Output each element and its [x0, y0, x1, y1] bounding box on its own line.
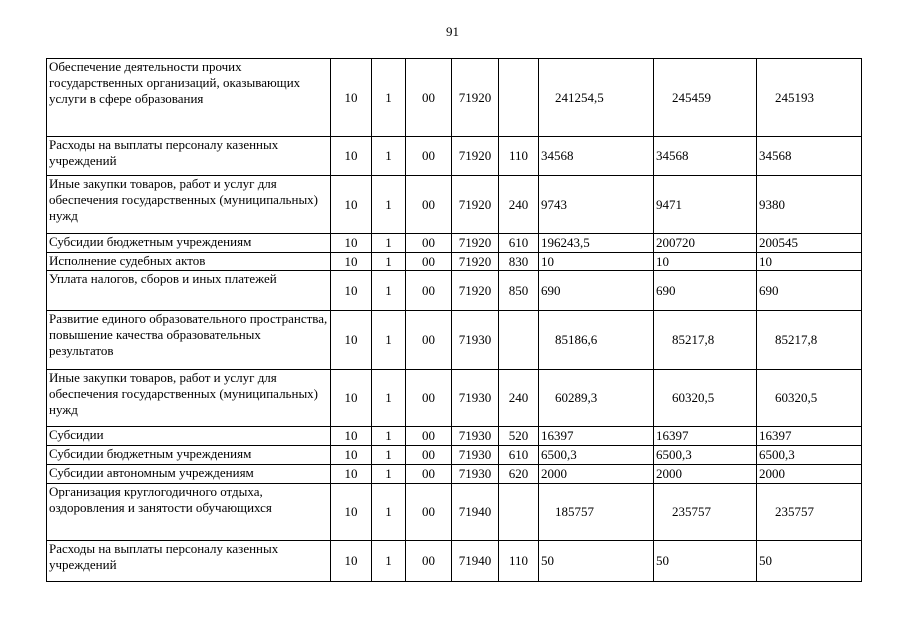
row-name: Иные закупки товаров, работ и услуг для обеспечения государственных (муниципальных) нужд: [47, 176, 331, 234]
cell-subsection: 1: [372, 370, 406, 427]
page-number: 91: [446, 24, 459, 39]
cell-expense-type: [499, 311, 539, 370]
cell-section: 10: [331, 271, 372, 311]
cell-expense-type: 240: [499, 370, 539, 427]
cell-amount-2: 16397: [654, 427, 757, 446]
table-row: [47, 311, 862, 370]
cell-expense-type: 610: [499, 446, 539, 465]
cell-amount-3: 245193: [757, 59, 862, 137]
cell-target: 71920: [452, 234, 499, 253]
cell-section: 10: [331, 484, 372, 541]
cell-target: 71920: [452, 271, 499, 311]
cell-subsection: 1: [372, 137, 406, 176]
cell-program: 00: [406, 176, 452, 234]
cell-subsection: 1: [372, 484, 406, 541]
cell-section: 10: [331, 465, 372, 484]
cell-expense-type: 110: [499, 137, 539, 176]
cell-section: 10: [331, 137, 372, 176]
cell-amount-3: 10: [757, 253, 862, 271]
cell-target: 71920: [452, 253, 499, 271]
cell-subsection: 1: [372, 446, 406, 465]
cell-amount-3: 60320,5: [757, 370, 862, 427]
cell-amount-3: 235757: [757, 484, 862, 541]
cell-amount-3: 85217,8: [757, 311, 862, 370]
cell-amount-1: 50: [539, 541, 654, 582]
row-name: Расходы на выплаты персоналу казенных учреждений: [47, 541, 331, 582]
cell-amount-3: 200545: [757, 234, 862, 253]
cell-subsection: 1: [372, 465, 406, 484]
row-name: Субсидии бюджетным учреждениям: [47, 446, 331, 465]
cell-target: 71930: [452, 427, 499, 446]
cell-expense-type: 240: [499, 176, 539, 234]
cell-amount-2: 9471: [654, 176, 757, 234]
cell-section: 10: [331, 370, 372, 427]
cell-subsection: 1: [372, 311, 406, 370]
cell-amount-2: 60320,5: [654, 370, 757, 427]
cell-subsection: 1: [372, 541, 406, 582]
cell-expense-type: 830: [499, 253, 539, 271]
cell-subsection: 1: [372, 271, 406, 311]
row-name: Организация круглогодичного отдыха, оздоровления и занятости обучающихся: [47, 484, 331, 541]
table-row: [47, 484, 862, 541]
cell-amount-2: 245459: [654, 59, 757, 137]
cell-target: 71920: [452, 59, 499, 137]
cell-amount-1: 185757: [539, 484, 654, 541]
cell-target: 71940: [452, 484, 499, 541]
cell-expense-type: [499, 484, 539, 541]
cell-program: 00: [406, 446, 452, 465]
row-name: Субсидии бюджетным учреждениям: [47, 234, 331, 253]
cell-amount-2: 200720: [654, 234, 757, 253]
cell-expense-type: 520: [499, 427, 539, 446]
cell-amount-3: 34568: [757, 137, 862, 176]
cell-target: 71940: [452, 541, 499, 582]
cell-amount-1: 6500,3: [539, 446, 654, 465]
table-row: [47, 541, 862, 582]
cell-section: 10: [331, 446, 372, 465]
cell-amount-1: 16397: [539, 427, 654, 446]
cell-program: 00: [406, 137, 452, 176]
cell-target: 71920: [452, 176, 499, 234]
cell-expense-type: 110: [499, 541, 539, 582]
cell-program: 00: [406, 234, 452, 253]
row-name: Уплата налогов, сборов и иных платежей: [47, 271, 331, 311]
cell-amount-1: 60289,3: [539, 370, 654, 427]
cell-section: 10: [331, 311, 372, 370]
cell-section: 10: [331, 234, 372, 253]
cell-target: 71930: [452, 446, 499, 465]
cell-expense-type: 610: [499, 234, 539, 253]
cell-amount-1: 196243,5: [539, 234, 654, 253]
cell-amount-3: 9380: [757, 176, 862, 234]
cell-program: 00: [406, 541, 452, 582]
cell-section: 10: [331, 427, 372, 446]
budget-table: [46, 58, 862, 582]
cell-amount-2: 34568: [654, 137, 757, 176]
table-row: [47, 253, 862, 271]
table-row: [47, 59, 862, 137]
row-name: Развитие единого образовательного пространства, повышение качества образовательных результатов: [47, 311, 331, 370]
row-name: Обеспечение деятельности прочих государственных организаций, оказывающих услуги в сфере образования: [47, 59, 331, 137]
cell-amount-1: 2000: [539, 465, 654, 484]
cell-expense-type: [499, 59, 539, 137]
cell-section: 10: [331, 253, 372, 271]
cell-program: 00: [406, 253, 452, 271]
row-name: Исполнение судебных актов: [47, 253, 331, 271]
cell-subsection: 1: [372, 176, 406, 234]
cell-program: 00: [406, 465, 452, 484]
cell-amount-3: 50: [757, 541, 862, 582]
cell-section: 10: [331, 59, 372, 137]
cell-program: 00: [406, 59, 452, 137]
cell-amount-1: 9743: [539, 176, 654, 234]
cell-target: 71920: [452, 137, 499, 176]
row-name: Субсидии автономным учреждениям: [47, 465, 331, 484]
cell-amount-2: 690: [654, 271, 757, 311]
cell-section: 10: [331, 541, 372, 582]
row-name: Иные закупки товаров, работ и услуг для обеспечения государственных (муниципальных) нужд: [47, 370, 331, 427]
cell-amount-2: 85217,8: [654, 311, 757, 370]
cell-subsection: 1: [372, 234, 406, 253]
table-row: [47, 234, 862, 253]
cell-amount-3: 6500,3: [757, 446, 862, 465]
cell-program: 00: [406, 271, 452, 311]
row-name: Расходы на выплаты персоналу казенных учреждений: [47, 137, 331, 176]
cell-amount-2: 2000: [654, 465, 757, 484]
row-name: Субсидии: [47, 427, 331, 446]
cell-amount-2: 50: [654, 541, 757, 582]
cell-program: 00: [406, 311, 452, 370]
cell-subsection: 1: [372, 427, 406, 446]
cell-program: 00: [406, 370, 452, 427]
cell-amount-3: 690: [757, 271, 862, 311]
cell-amount-1: 241254,5: [539, 59, 654, 137]
cell-subsection: 1: [372, 59, 406, 137]
table-row: [47, 446, 862, 465]
cell-expense-type: 620: [499, 465, 539, 484]
table-row: [47, 271, 862, 311]
cell-amount-1: 34568: [539, 137, 654, 176]
cell-subsection: 1: [372, 253, 406, 271]
cell-amount-3: 16397: [757, 427, 862, 446]
cell-amount-1: 85186,6: [539, 311, 654, 370]
cell-amount-2: 235757: [654, 484, 757, 541]
table-row: [47, 427, 862, 446]
cell-expense-type: 850: [499, 271, 539, 311]
cell-amount-2: 10: [654, 253, 757, 271]
table-row: [47, 137, 862, 176]
cell-target: 71930: [452, 311, 499, 370]
table-row: [47, 465, 862, 484]
cell-target: 71930: [452, 370, 499, 427]
cell-amount-2: 6500,3: [654, 446, 757, 465]
cell-amount-1: 10: [539, 253, 654, 271]
cell-amount-1: 690: [539, 271, 654, 311]
cell-section: 10: [331, 176, 372, 234]
cell-target: 71930: [452, 465, 499, 484]
cell-program: 00: [406, 484, 452, 541]
table-row: [47, 370, 862, 427]
cell-program: 00: [406, 427, 452, 446]
table-row: [47, 176, 862, 234]
cell-amount-3: 2000: [757, 465, 862, 484]
